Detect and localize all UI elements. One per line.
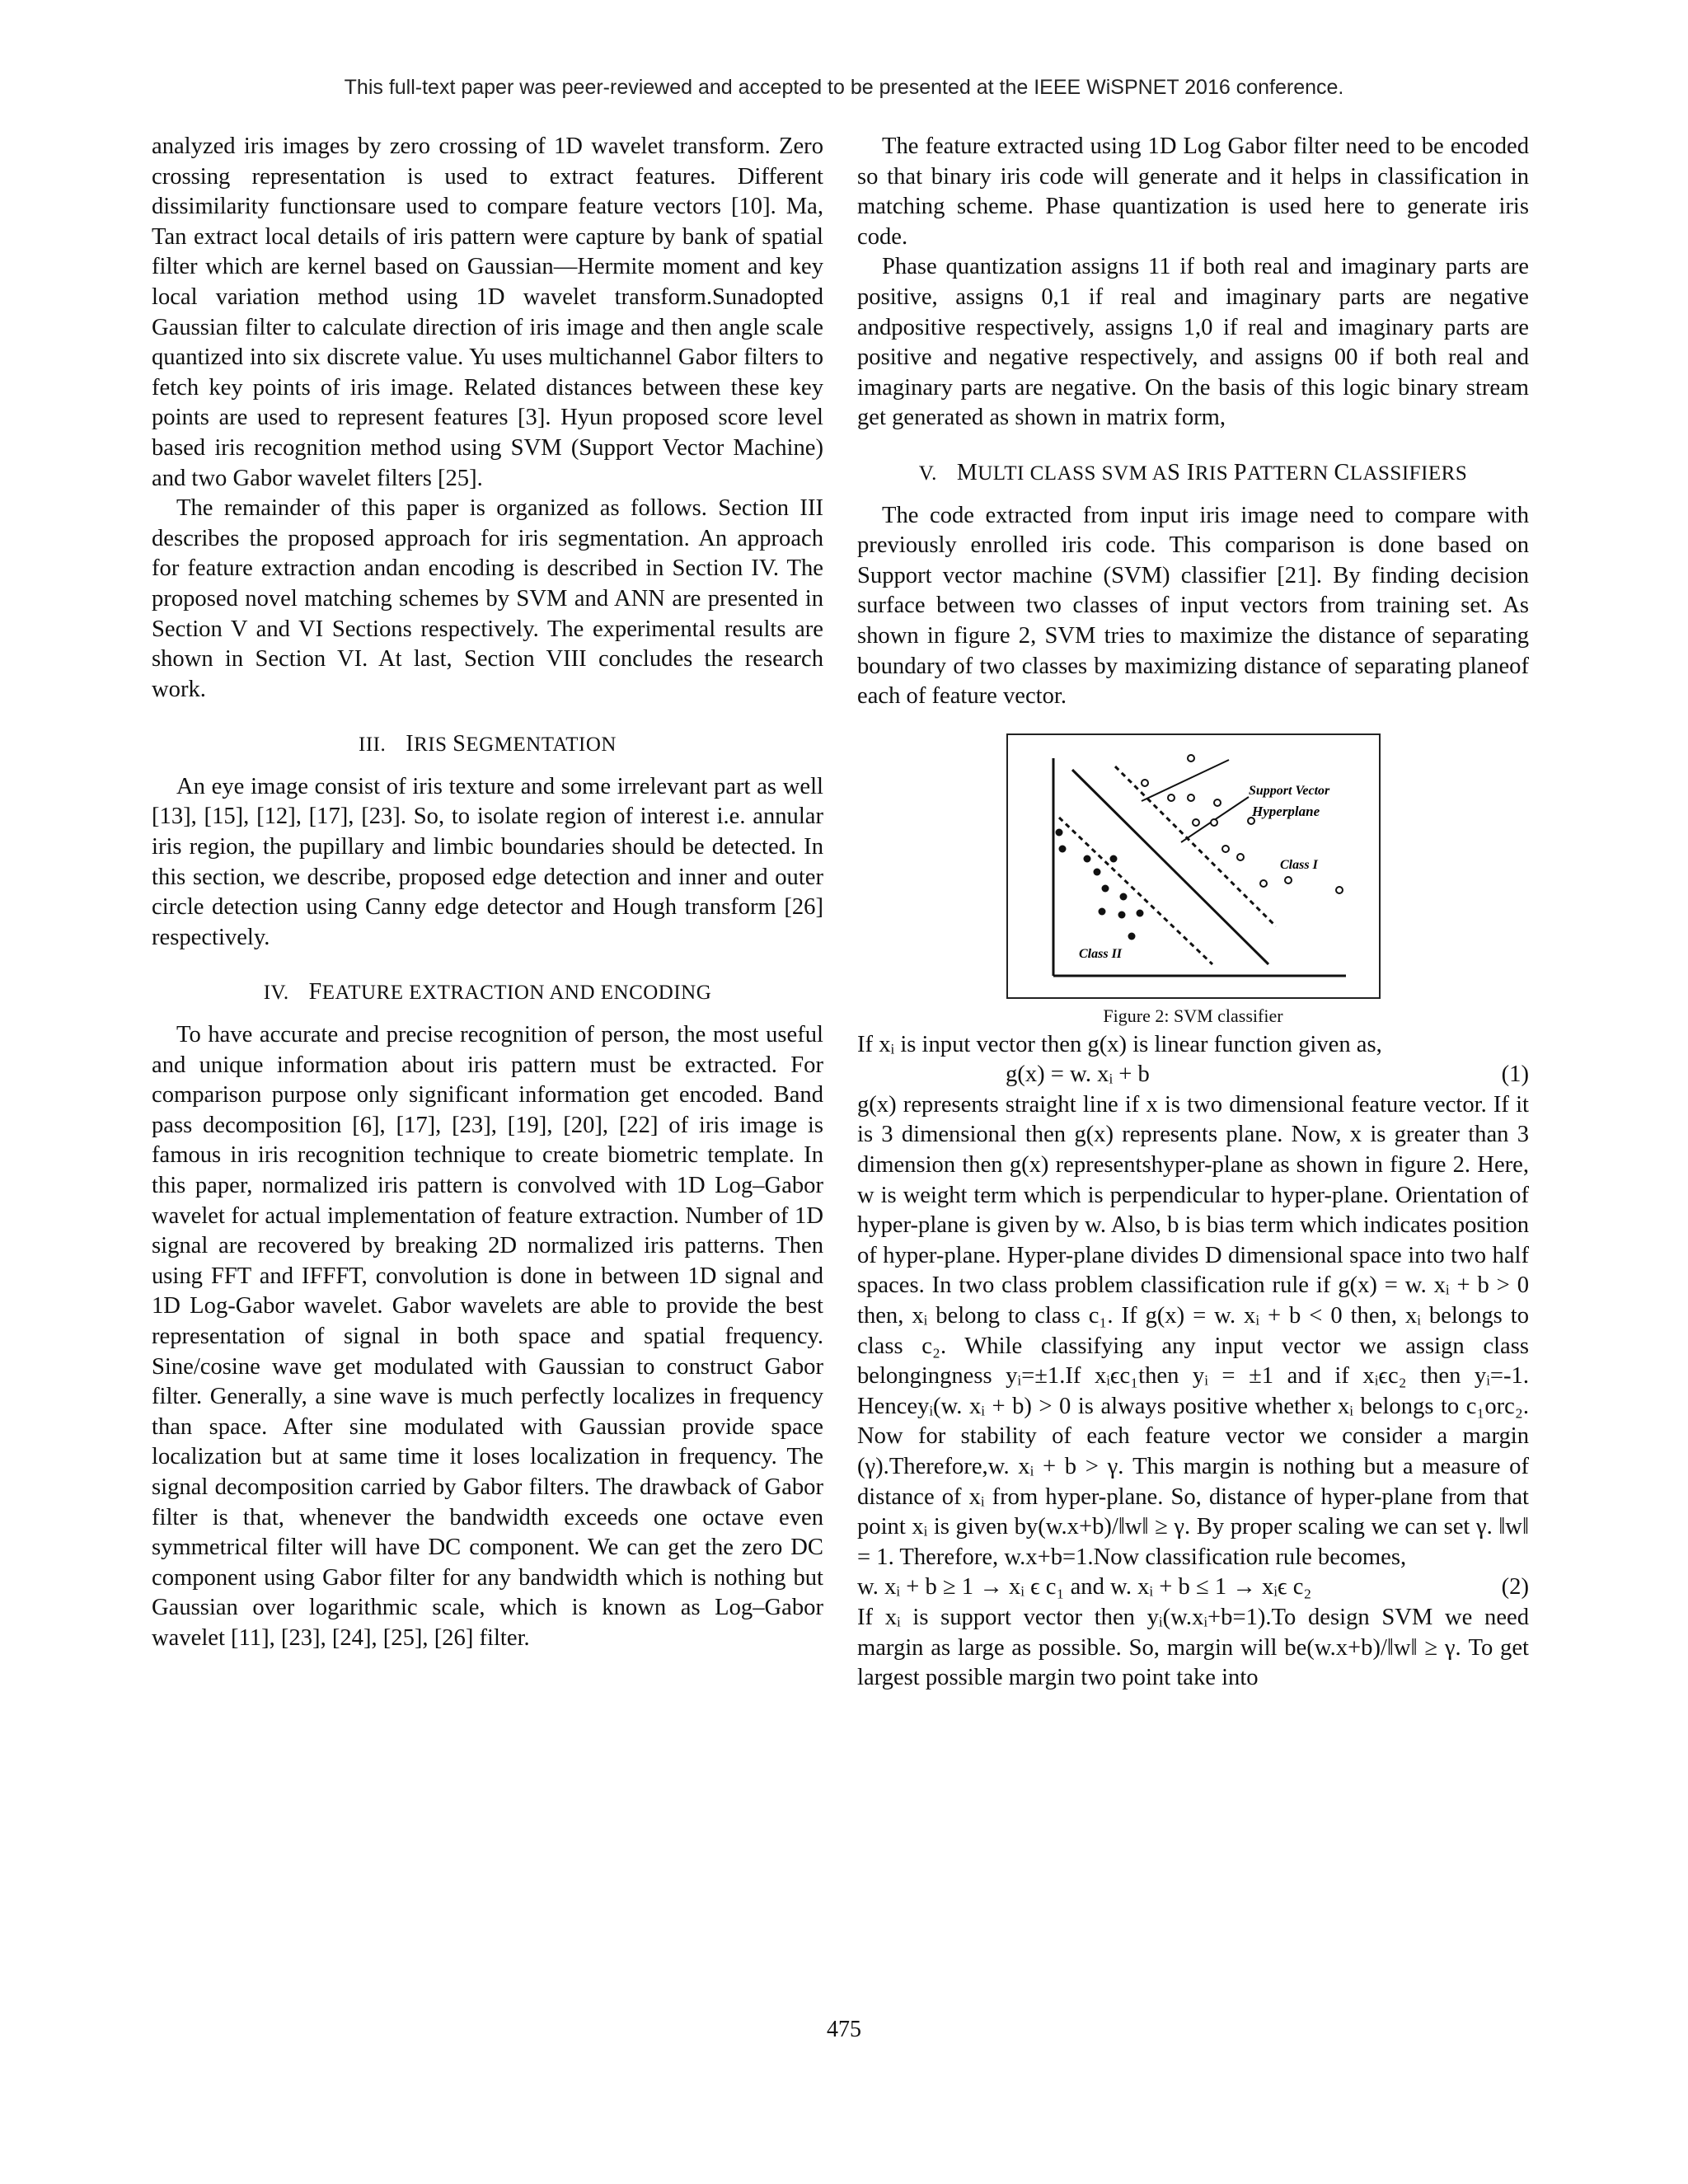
paragraph: An eye image consist of iris texture and some irrelevant part as well [13], [15], [12], [17], [23]. So, to isolate region of interest i.e. annular iris region, the pupillary and limbic boundaries should be detected. In this section, we describe, proposed edge detection and inner and outer circle detection using Canny edge detector and Hough transform [26] respectively.: [152, 773, 823, 950]
paragraph: The remainder of this paper is organized as follows. Section III describes the proposed approach for iris segmentation. An approach for feature extraction andan encoding is described in Section IV. The proposed novel matching schemes by SVM and ANN are presented in Section V and VI Sections respectively. The experimental results are shown in Section VI. At last, Section VIII concludes the research work.: [152, 495, 823, 702]
equation-number: (1): [1501, 1062, 1529, 1088]
paragraph: The feature extracted using 1D Log Gabor filter need to be encoded so that binary iris code will generate and it helps in classification in matching scheme. Phase quantization is used here to generate iris code.: [857, 134, 1529, 250]
class-i-label: Class I: [1279, 857, 1318, 872]
paragraph: The code extracted from input iris image need to compare with previously enrolled iris code. This comparison is done based on Support vector machine (SVM) classifier [21]. By finding decision surface between two classes of input vectors from training set. As shown in figure 2, SVM tries to maximize the distance of separating boundary of two classes by maximizing distance of separating planeof each of feature vector.: [857, 502, 1529, 710]
left-column: [152, 132, 823, 1654]
svm-diagram: [1008, 735, 1379, 997]
conference-header: This full-text paper was peer-reviewed and accepted to be presented at the IEEE WiSPNET 2016 conference.: [344, 76, 1344, 99]
paragraph: Phase quantization assigns 11 if both real and imaginary parts are positive, assigns 0,1 if real and imaginary parts are negative andpositive respectively, assigns 1,0 if real and imaginary parts are positive and negative respectively, and assigns 00 if both real and imaginary parts are negative. On the basis of this logic binary stream get generated as shown in matrix form,: [857, 254, 1529, 431]
paragraph: g(x) represents straight line if x is two dimensional feature vector. If it is 3 dimensional then g(x) represents plane. Now, x is greater than 3 dimension then g(x) representshyper-plane as shown in figure 2. Here, w is weight term which is perpendicular to hyper-plane. Orientation of hyper-plane is given by w. Also, b is bias term which indicates position of hyper-plane. Hyper-plane divides D dimensional space into two half spaces. In two class problem classification rule if g(x) = w. xᵢ + b > 0 then, xᵢ belong to class c₁. If g(x) = w. xᵢ + b < 0 then, xᵢ belongs to class c₂. While classifying any input vector we assign class belongingness yᵢ=±1.If xᵢϵc₁then yᵢ = ±1 and if xᵢϵc₂ then yᵢ=-1. Henceyᵢ(w. xᵢ + b) > 0 is always positive whether xᵢ belongs to c₁orc₂. Now for stability of each feature vector we consider a margin (γ).Therefore,w. xᵢ + b > γ. This margin is nothing but a measure of distance of xᵢ from hyper-plane. So, distance of hyper-plane from that point xᵢ is given by(w.x+b)/‖w‖ ≥ γ. By proper scaling we can set γ. ‖w‖ = 1. Therefore, w.x+b=1.Now classification rule becomes,: [857, 1091, 1529, 1570]
class-ii-label: Class II: [1078, 946, 1122, 961]
paragraph: To have accurate and precise recognition of person, the most useful and unique information about iris pattern must be extracted. For comparison purpose only significant information get encoded. Band pass decomposition [6], [17], [23], [19], [20], [22] of iris image is famous in iris recognition technique to create biometric template. In this paper, normalized iris pattern is convolved with 1D Log–Gabor wavelet for actual implementation of feature extraction. Number of 1D signal are recovered by breaking 2D normalized iris patterns. Then using FFT and IFFFT, convolution is done in between 1D signal and 1D Log-Gabor wavelet. Gabor wavelets are able to provide the best representation of signal in both space and spatial frequency. Sine/cosine wave get modulated with Gaussian to construct Gabor filter. Generally, a sine wave is much perfectly localizes in frequency than space. After sine modulated with Gaussian provide space localization but at same time it loses localization in frequency. The signal decomposition carried by Gabor filters. The drawback of Gabor filter is that, whenever the bandwidth exceeds one octave even symmetrical filter will have DC component. We can get the zero DC component using Gabor filter for any bandwidth which is nothing but Gaussian over logarithmic scale, which is known as Log–Gabor wavelet [11], [23], [24], [25], [26] filter.: [152, 1022, 823, 1651]
equation-body: w. xᵢ + b ≥ 1 → xᵢ ϵ c₁ and w. xᵢ + b ≤ 1 → xᵢϵ c₂: [857, 1574, 1312, 1601]
page-number: 475: [827, 2017, 861, 2042]
section-heading-v: V. MULTI CLASS SVM AS IRIS PATTERN CLASSIFIERS: [918, 459, 1468, 485]
paragraph: If xᵢ is support vector then yᵢ(w.xᵢ+b=1).To design SVM we need margin as large as possible. So, margin will be(w.x+b)/‖w‖ ≥ γ. To get largest possible margin two point take into: [857, 1604, 1529, 1691]
section-heading-iii: III. IRIS SEGMENTATION: [359, 731, 617, 757]
equation-1: [857, 1060, 1529, 1090]
paragraph: If xᵢ is input vector then g(x) is linear function given as,: [857, 1031, 1382, 1057]
equation-number: (2): [1501, 1574, 1529, 1601]
equation-2: [857, 1572, 1529, 1603]
support-vector-label: Support Vector: [1248, 783, 1329, 798]
hyperplane-label: Hyperplane: [1251, 803, 1320, 819]
figure-caption: Figure 2: SVM classifier: [1103, 1005, 1283, 1026]
section-heading-iv: IV. FEATURE EXTRACTION AND ENCODING: [263, 979, 712, 1005]
equation-body: g(x) = w. xᵢ + b: [1006, 1062, 1150, 1088]
svm-figure: [1006, 733, 1381, 999]
paragraph: analyzed iris images by zero crossing of 1D wavelet transform. Zero crossing representation is used to extract features. Different dissimilarity functionsare used to compare feature vectors [10]. Ma, Tan extract local details of iris pattern were capture by bank of spatial filter which are kernel based on Gaussian—Hermite moment and key local variation method using 1D wavelet transform.Sunadopted Gaussian filter to calculate direction of iris image and then angle scale quantized into six discrete value. Yu uses multichannel Gabor filters to fetch key points of iris image. Related distances between these key points are used to represent features [3]. Hyun proposed score level based iris recognition method using SVM (Support Vector Machine) and two Gabor wavelet filters [25].: [152, 134, 823, 491]
right-column: [857, 132, 1529, 1694]
